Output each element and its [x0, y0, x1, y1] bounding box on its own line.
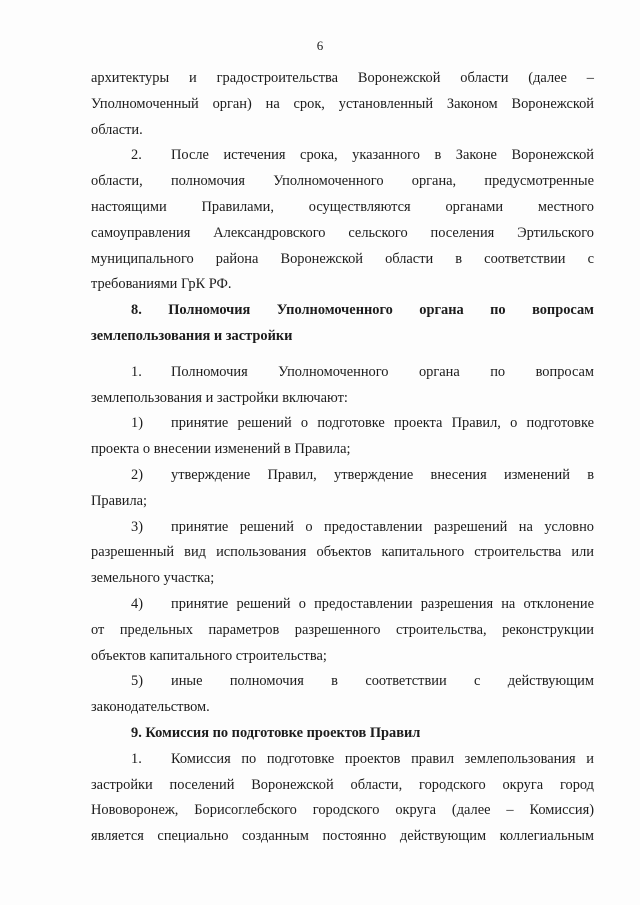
text-line: утверждение Правил, утверждение внесения изменений в — [171, 466, 594, 483]
text-line: Полномочия Уполномоченного органа по вопросам — [171, 363, 594, 380]
text-line: является специально созданным постоянно действующим коллегиальным — [91, 828, 594, 845]
section-8-heading — [91, 298, 594, 350]
item-number: 4) — [131, 595, 143, 612]
section-9-paragraph-1 — [91, 747, 594, 850]
paragraph-number: 1. — [131, 363, 142, 380]
text-line: разрешенный вид использования объектов капитального строительства или — [91, 544, 594, 561]
paragraph-continuation — [91, 66, 594, 143]
numbered-line — [91, 360, 594, 386]
text-line: объектов капитального строительства; — [91, 647, 327, 664]
numbered-line — [91, 747, 594, 773]
document-body — [91, 66, 594, 850]
heading-line: землепользования и застройки — [91, 327, 293, 344]
text-line: Уполномоченный орган) на срок, установленный Законом Воронежской — [91, 95, 594, 112]
text-line: принятие решений о предоставлении разрешения на отклонение — [171, 595, 594, 612]
item-3 — [91, 515, 594, 592]
text-line: самоуправления Александровского сельского поселения Эртильского — [91, 224, 594, 241]
paragraph-number: 2. — [131, 147, 142, 164]
page-number: 6 — [316, 38, 324, 53]
text-line: После истечения срока, указанного в Законе Воронежской — [171, 147, 594, 164]
text-line: архитектуры и градостроительства Воронежской области (далее – — [91, 70, 594, 86]
text-line: земельного участка; — [91, 570, 215, 587]
text-line: законодательством. — [91, 699, 210, 716]
text-line: проекта о внесении изменений в Правила; — [91, 441, 351, 458]
section-9-heading — [91, 721, 594, 747]
text-line: Правила; — [91, 492, 148, 509]
numbered-line — [91, 515, 594, 541]
numbered-line — [91, 411, 594, 437]
text-line: области. — [91, 121, 143, 138]
item-4 — [91, 592, 594, 669]
text-line: иные полномочия в соответствии с действующим — [171, 673, 594, 690]
paragraph-2 — [91, 143, 594, 298]
text-line: принятие решений о предоставлении разрешений на условно — [171, 518, 594, 535]
text-line: настоящими Правилами, осуществляются органами местного — [91, 198, 594, 215]
numbered-line — [91, 669, 594, 695]
item-number: 2) — [131, 466, 143, 483]
text-line: принятие решений о подготовке проекта Правил, о подготовке — [171, 415, 594, 432]
item-number: 3) — [131, 518, 143, 535]
item-1 — [91, 411, 594, 463]
item-2 — [91, 463, 594, 515]
numbered-line — [91, 463, 594, 489]
text-line: области, полномочия Уполномоченного органа, предусмотренные — [91, 173, 594, 190]
text-line: требованиями ГрК РФ. — [91, 276, 232, 293]
text-line: муниципального района Воронежской области в соответствии с — [91, 250, 594, 267]
heading-line: 9. Комиссия по подготовке проектов Правил — [131, 724, 421, 741]
item-number: 1) — [131, 415, 143, 432]
text-line: землепользования и застройки включают: — [91, 389, 348, 406]
text-line: от предельных параметров разрешенного строительства, реконструкции — [91, 621, 594, 638]
section-8-paragraph-1 — [91, 360, 594, 412]
text-line: Нововоронеж, Борисоглебского городского округа (далее – Комиссия) — [91, 802, 594, 819]
item-number: 5) — [131, 673, 143, 690]
text-line: застройки поселений Воронежской области, городского округа город — [91, 776, 594, 793]
text-line: Комиссия по подготовке проектов правил землепользования и — [171, 750, 594, 767]
numbered-line — [91, 592, 594, 618]
paragraph-number: 1. — [131, 750, 142, 767]
numbered-line — [91, 143, 594, 169]
heading-line: 8. Полномочия Уполномоченного органа по вопросам — [131, 302, 594, 319]
item-5 — [91, 669, 594, 721]
